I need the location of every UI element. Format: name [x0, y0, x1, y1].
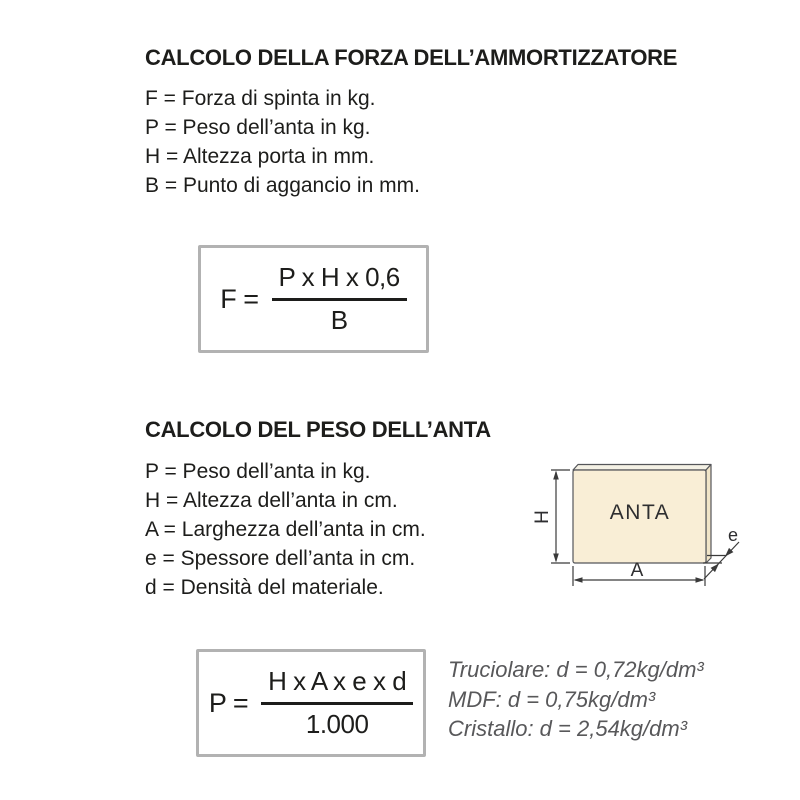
width-arrow-right	[696, 577, 705, 583]
definition-line-p: P = Peso dell’anta in kg.	[145, 116, 371, 139]
force-formula-box	[198, 245, 429, 353]
force-formula-numerator: P x H x 0,6	[272, 262, 407, 301]
weight-formula-denominator: 1.000	[305, 709, 369, 739]
width-dimension-label: A	[630, 560, 644, 581]
height-dimension	[551, 470, 570, 563]
definition-line-b: B = Punto di aggancio in mm.	[145, 174, 420, 197]
definition-line-a: A = Larghezza dell’anta in cm.	[145, 518, 426, 541]
force-section-title: CALCOLO DELLA FORZA DELL’AMMORTIZZATORE	[145, 45, 678, 70]
density-line-cristallo: Cristallo: d = 2,54kg/dm³	[448, 716, 688, 741]
door-panel-diagram	[525, 450, 785, 605]
weight-formula-lhs: P =	[208, 687, 249, 718]
definition-line-h2: H = Altezza dell’anta in cm.	[145, 489, 398, 512]
thickness-dimension-label: e	[727, 525, 739, 545]
definition-line-h: H = Altezza porta in mm.	[145, 145, 375, 168]
force-formula-denominator: B	[330, 305, 348, 335]
density-line-truciolare: Truciolare: d = 0,72kg/dm³	[448, 657, 704, 682]
force-formula-lhs: F =	[220, 283, 259, 314]
weight-formula-numerator: H x A x e x d	[261, 666, 413, 705]
weight-formula-box	[196, 649, 426, 757]
weight-definitions	[145, 457, 426, 602]
material-densities	[448, 655, 704, 744]
definition-line-d: d = Densità del materiale.	[145, 576, 384, 599]
force-formula-fraction	[272, 262, 407, 336]
weight-section-title: CALCOLO DEL PESO DELL’ANTA	[145, 417, 491, 442]
weight-formula-fraction	[261, 666, 413, 740]
density-line-mdf: MDF: d = 0,75kg/dm³	[448, 686, 656, 712]
height-arrow-bottom	[553, 554, 559, 563]
panel-top-face	[573, 465, 711, 471]
width-arrow-left	[574, 577, 583, 583]
height-dimension-label: H	[532, 510, 553, 524]
definition-line-p2: P = Peso dell’anta in kg.	[145, 460, 371, 483]
height-arrow-top	[553, 471, 559, 480]
panel-label: ANTA	[609, 501, 671, 524]
definition-line-e: e = Spessore dell’anta in cm.	[145, 547, 416, 570]
definition-line-f: F = Forza di spinta in kg.	[145, 87, 376, 110]
panel-side-face	[706, 465, 711, 564]
force-definitions	[145, 84, 420, 200]
